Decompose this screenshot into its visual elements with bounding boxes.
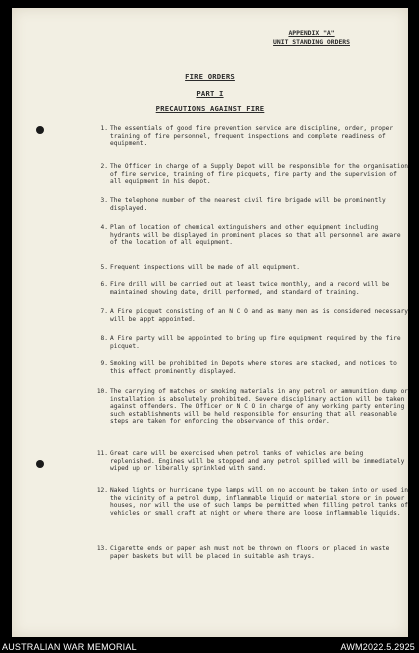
- document-page: [12, 8, 408, 637]
- order-text: The essentials of good fire prevention service are discipline, order, proper training of fire personnel, frequent inspections and complete readiness of equipment.: [110, 125, 394, 148]
- orders-list: [12, 8, 408, 637]
- order-item: [100, 197, 410, 212]
- unit-standing-orders-label: UNIT STANDING ORDERS: [273, 38, 350, 46]
- section-heading: PRECAUTIONS AGAINST FIRE: [155, 104, 265, 113]
- order-item: [100, 335, 410, 350]
- order-text: Smoking will be prohibited in Depots where stores are stacked, and notices to this effect prominently displayed.: [110, 360, 397, 375]
- order-number: 2.: [100, 163, 108, 170]
- order-number: 12.: [96, 487, 108, 494]
- order-number: 3.: [100, 197, 108, 204]
- order-number: 5.: [100, 264, 108, 271]
- order-number: 4.: [100, 224, 108, 231]
- order-item: [100, 224, 410, 247]
- archive-reference: AWM2022.5.2925: [340, 642, 415, 652]
- order-number: 9.: [100, 360, 108, 367]
- appendix-label: APPENDIX "A": [288, 29, 335, 37]
- order-item: [100, 163, 410, 186]
- archive-credit: AUSTRALIAN WAR MEMORIAL: [2, 642, 137, 652]
- order-number: 13.: [96, 545, 108, 552]
- part-heading: PART I: [196, 89, 224, 98]
- order-item: [100, 125, 410, 148]
- order-text: Cigarette ends or paper ash must not be thrown on floors or placed in waste paper baskets but will be placed in suitable ash trays.: [110, 545, 390, 560]
- order-text: The telephone number of the nearest civil fire brigade will be prominently displayed.: [110, 197, 386, 212]
- order-item: [100, 360, 410, 375]
- order-text: A Fire picquet consisting of an N C O and as many men as is considered necessary will be appt appointed.: [110, 308, 409, 323]
- order-item: [96, 487, 410, 517]
- order-item: [100, 281, 410, 296]
- order-text: Plan of location of chemical extinguishers and other equipment including hydrants will be displayed in prominent places so that all personnel are aware of the location of all equipment.: [110, 224, 401, 247]
- order-number: 7.: [100, 308, 108, 315]
- order-item: [100, 308, 410, 323]
- order-item: [96, 450, 410, 473]
- order-item: [96, 388, 410, 426]
- order-number: 1.: [100, 125, 108, 132]
- order-text: A Fire party will be appointed to bring up fire equipment required by the fire picquet.: [110, 335, 401, 350]
- order-number: 11.: [96, 450, 108, 457]
- order-text: Frequent inspections will be made of all equipment.: [110, 264, 300, 271]
- order-number: 8.: [100, 335, 108, 342]
- document-title: FIRE ORDERS: [185, 72, 235, 81]
- order-number: 6.: [100, 281, 108, 288]
- order-text: Great care will be exercised when petrol tanks of vehicles are being replenished. Engines will be stopped and any petrol spilled will be immediately wiped up or liberally sprinkled with sand.: [110, 450, 405, 473]
- order-text: Naked lights or hurricane type lamps will on no account be taken into or used in the vicinity of a petrol dump, inflammable liquid or material store or in power houses, nor will the use of such lamps be permitted when filling petrol tanks of vehicles or small craft at night or where there are loose inflammable liquids.: [110, 487, 409, 517]
- order-item: [96, 545, 410, 560]
- order-text: The Officer in charge of a Supply Depot will be responsible for the organisation of fire service, training of fire picquets, fire party and the supervision of all equipment in his depot.: [110, 163, 409, 186]
- order-item: [100, 264, 410, 272]
- order-text: The carrying of matches or smoking materials in any petrol or ammunition dump or installation is absolutely prohibited. Severe disciplinary action will be taken against offenders. The Officer or N C O in charge of any working party entering such establishments will be held responsible for ensuring that all reasonable steps are taken for enforcing the observance of this order.: [110, 388, 409, 426]
- order-text: Fire drill will be carried out at least twice monthly, and a record will be maintained showing date, drill performed, and standard of training.: [110, 281, 390, 296]
- order-number: 10.: [96, 388, 108, 395]
